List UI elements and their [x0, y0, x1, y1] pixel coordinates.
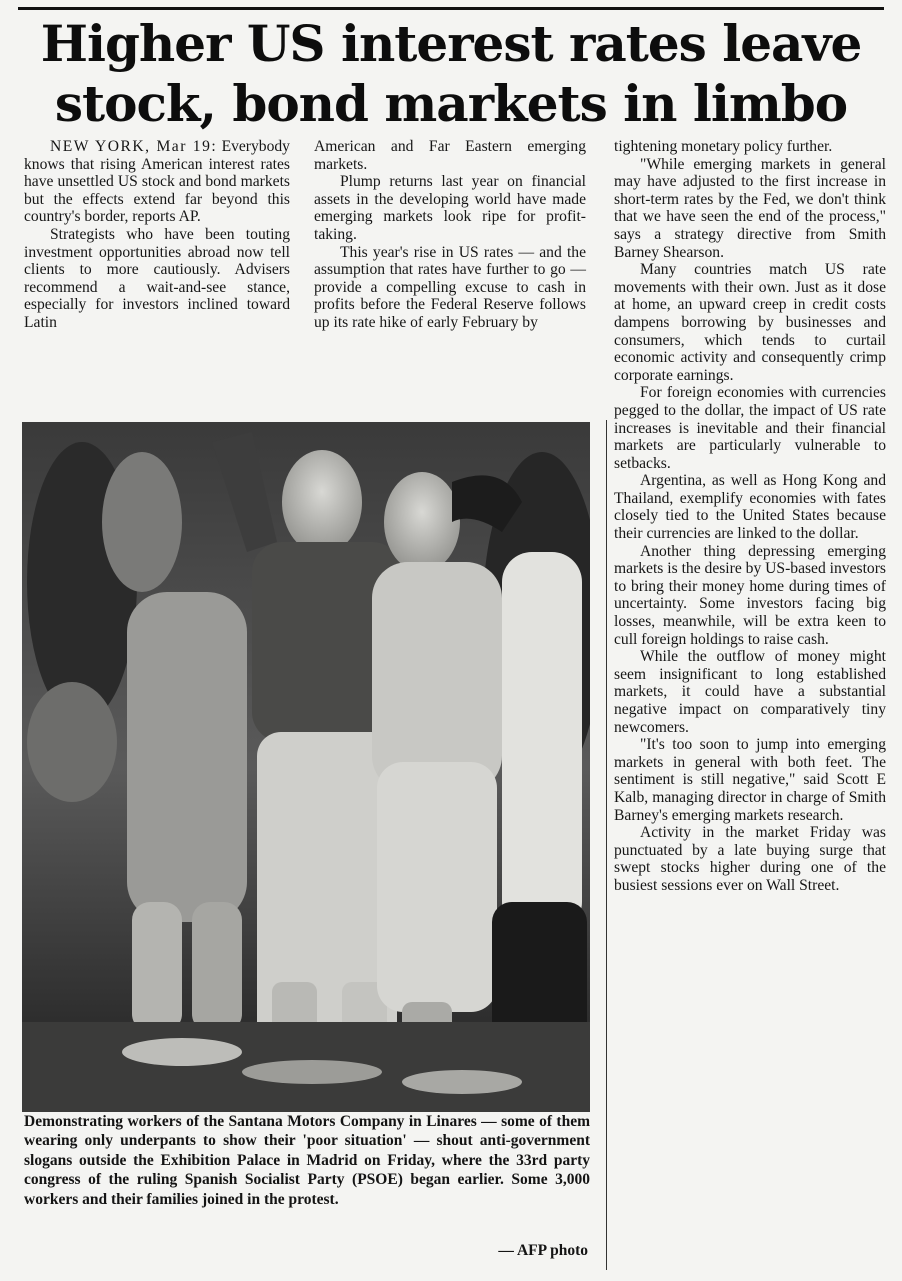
paragraph: "While emerging markets in general may have adjusted to the first increase in short-term rates by the Fed, we don't think that we have seen the end of the process," says a strategy directive from Smith Barney Shearson.: [614, 155, 886, 261]
paragraph: Strategists who have been touting investment opportunities abroad now tell clients to more cautiously. Advisers recommend a wait-and-see stance, especially for investors inclined toward Latin: [24, 225, 290, 331]
paragraph: For foreign economies with currencies pegged to the dollar, the impact of US rate increases is inevitable and their financial markets are particularly vulnerable to setbacks.: [614, 384, 886, 472]
headline-line-2: stock, bond markets in limbo: [54, 74, 848, 133]
article-column-1: [24, 138, 290, 332]
headline: [14, 14, 888, 134]
column-divider: [606, 420, 607, 1270]
photo-credit: — AFP photo: [498, 1242, 588, 1259]
paragraph: This year's rise in US rates — and the assumption that rates have further to go — provide a compelling excuse to cash in profits before the Federal Reserve follows up its rate hike of early February by: [314, 243, 586, 331]
paragraph: Activity in the market Friday was punctuated by a late buying surge that swept stocks higher during one of the busiest sessions ever on Wall Street.: [614, 824, 886, 894]
paragraph: American and Far Eastern emerging markets.: [314, 138, 586, 173]
paragraph: Many countries match US rate movements with their own. Just as it dose at home, an upward creep in credit costs dampens borrowing by businesses and consumers, which tends to curtail economic activity and consequently crimp corporate earnings.: [614, 261, 886, 384]
dateline: NEW YORK, Mar 19:: [50, 138, 218, 155]
paragraph-text: Everybody knows that rising American interest rates have unsettled US stock and bond markets but the effects extend far beyond this country's border, reports AP.: [24, 138, 290, 226]
paragraph: tightening monetary policy further.: [614, 138, 833, 155]
headline-line-1: Higher US interest rates leave: [40, 14, 862, 73]
paragraph: While the outflow of money might seem insignificant to long established markets, it could have a substantial negative impact on comparatively tiny newcomers.: [614, 648, 886, 736]
top-rule: [18, 7, 884, 10]
paragraph: "It's too soon to jump into emerging markets in general with both feet. The sentiment is still negative," said Scott E Kalb, managing director in charge of Smith Barney's emerging markets research.: [614, 736, 886, 824]
paragraph: Another thing depressing emerging markets is the desire by US-based investors to bring their money home during times of uncertainty. Some investors facing big losses, meanwhile, will be extra keen to cull foreign holdings to raise cash.: [614, 542, 886, 648]
photo-caption: Demonstrating workers of the Santana Motors Company in Linares — some of them wearing only underpants to show their 'poor situation' — shout anti-government slogans outside the Exhibition Palace in Madrid on Friday, where the 33rd party congress of the ruling Spanish Socialist Party (PSOE) began earlier. Some 3,000 workers and their families joined in the protest.: [24, 1113, 590, 1208]
paragraph: [24, 138, 290, 226]
protest-photo-illustration: [22, 422, 590, 1112]
article-column-2: [314, 138, 586, 332]
paragraph: Plump returns last year on financial assets in the developing world have made emerging markets look ripe for profit-taking.: [314, 173, 586, 243]
paragraph: Argentina, as well as Hong Kong and Thailand, exemplify economies with fates closely tied to the United States because their currencies are linked to the dollar.: [614, 472, 886, 543]
news-photo: [22, 422, 590, 1112]
article-column-3: [614, 138, 886, 895]
